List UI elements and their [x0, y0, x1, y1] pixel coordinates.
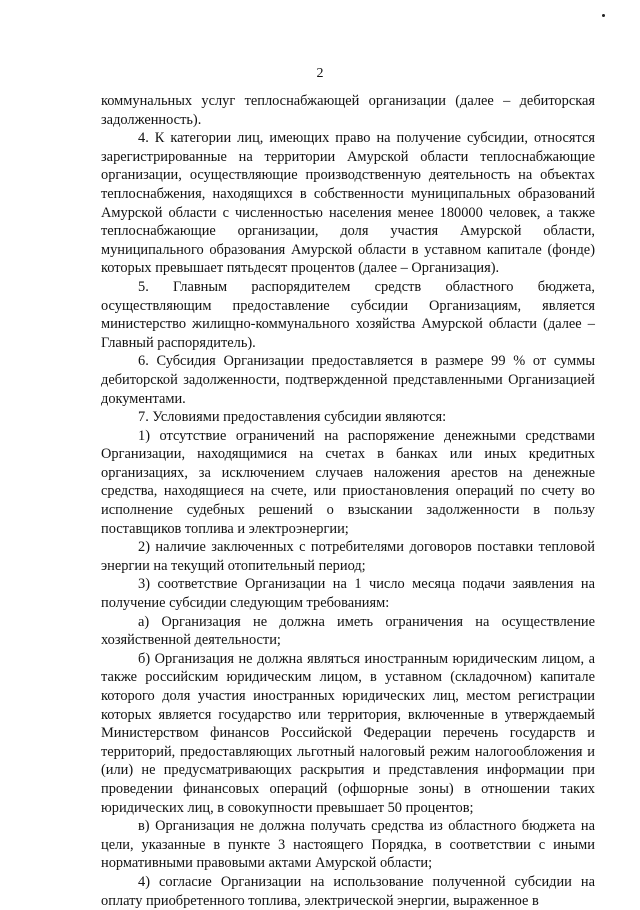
paragraph-continuation: коммунальных услуг теплоснабжающей организации (далее – дебиторская задолженность).	[101, 93, 595, 128]
paragraph-clause-4: 4. К категории лиц, имеющих право на получение субсидии, относятся зарегистрированные на территории Амурской области теплоснабжающие организации, осуществляющие производственную деятельность на объектах теплоснабжения, находящихся в собственности муниципальных образований Амурской области с численностью населения менее 180000 человек, а также теплоснабжающие организации, доля участия Амурской области, муниципального образования Амурской области в уставном капитале (фонде) которых превышает пятьдесят процентов (далее – Организация).	[101, 130, 595, 277]
paragraph-requirement-v: в) Организация не должна получать средства из областного бюджета на цели, указанные в пункте 3 настоящего Порядка, в соответствии с иными нормативными правовыми актами Амурской области;	[101, 818, 595, 872]
paragraph-clause-6: 6. Субсидия Организации предоставляется в размере 99 % от суммы дебиторской задолженности, подтвержденной представленными Организацией документами.	[101, 353, 595, 407]
document-body	[101, 92, 595, 910]
paragraph-clause-5: 5. Главным распорядителем средств областного бюджета, осуществляющим предоставление субсидии Организациям, является министерство жилищно-коммунального хозяйства Амурской области (далее – Главный распорядитель).	[101, 278, 595, 351]
paragraph-requirement-b: б) Организация не должна являться иностранным юридическим лицом, а также российским юридическим лицом, в уставном (складочном) капитале которого доля участия иностранных юридических лиц, местом регистрации которых является государство или территория, включенные в утверждаемый Министерством финансов Российской Федерации перечень государств и территорий, предоставляющих льготный налоговый режим налогообложения и (или) не предусматривающих раскрытия и представления информации при проведении финансовых операций (офшорные зоны) в отношении таких юридических лиц, в совокупности превышает 50 процентов;	[101, 650, 595, 816]
paragraph-condition-1: 1) отсутствие ограничений на распоряжение денежными средствами Организации, находящимися на счетах в банках или иных кредитных организациях, за исключением случаев наложения арестов на денежные средства, находящиеся на счете, или приостановления операций по счету во исполнение судебных решений о взыскании задолженности в пользу поставщиков топлива и электроэнергии;	[101, 427, 595, 537]
paragraph-requirement-a: а) Организация не должна иметь ограничения на осуществление хозяйственной деятельности;	[101, 613, 595, 649]
paragraph-condition-2: 2) наличие заключенных с потребителями договоров поставки тепловой энергии на текущий отопительный период;	[101, 539, 595, 574]
paragraph-condition-4: 4) согласие Организации на использование полученной субсидии на оплату приобретенного топлива, электрической энергии, выраженное в	[101, 873, 595, 909]
page-number: 2	[316, 66, 324, 81]
paragraph-condition-3: 3) соответствие Организации на 1 число месяца подачи заявления на получение субсидии следующим требованиям:	[101, 576, 595, 612]
paragraph-clause-7: 7. Условиями предоставления субсидии являются:	[138, 409, 447, 426]
scan-artifact	[602, 14, 605, 17]
